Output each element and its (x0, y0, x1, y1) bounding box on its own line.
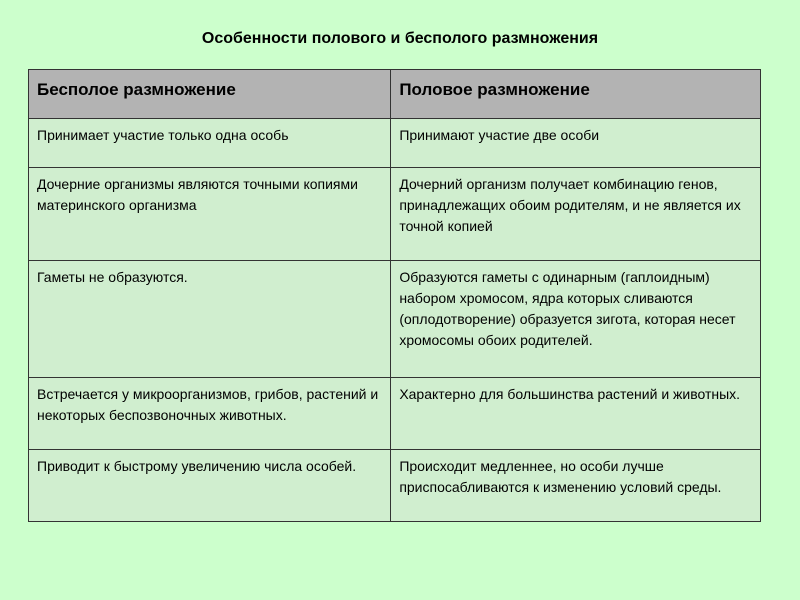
table-row (29, 168, 761, 261)
table-row (29, 261, 761, 378)
cell-sexual: Принимают участие две особи (391, 119, 761, 168)
cell-asexual: Дочерние организмы являются точными копиями материнского организма (29, 168, 391, 261)
page-title: Особенности полового и бесполого размножения (201, 30, 599, 47)
cell-sexual: Образуются гаметы с одинарным (гаплоидным) набором хромосом, ядра которых сливаются (оплодотворение) образуется зигота, которая несет хромосомы обоих родителей. (391, 261, 761, 378)
header-asexual: Бесполое размножение (29, 70, 391, 119)
cell-asexual: Гаметы не образуются. (29, 261, 391, 378)
table-row (29, 378, 761, 450)
table-header-row (29, 70, 761, 119)
cell-asexual: Встречается у микроорганизмов, грибов, растений и некоторых беспозвоночных животных. (29, 378, 391, 450)
cell-sexual: Дочерний организм получает комбинацию генов, принадлежащих обоим родителям, и не является их точной копией (391, 168, 761, 261)
cell-asexual: Принимает участие только одна особь (29, 119, 391, 168)
cell-sexual: Происходит медленнее, но особи лучше приспосабливаются к изменению условий среды. (391, 450, 761, 522)
header-sexual: Половое размножение (391, 70, 761, 119)
comparison-table (28, 69, 761, 522)
table-row (29, 450, 761, 522)
cell-asexual: Приводит к быстрому увеличению числа особей. (29, 450, 391, 522)
table-row (29, 119, 761, 168)
cell-sexual: Характерно для большинства растений и животных. (391, 378, 761, 450)
